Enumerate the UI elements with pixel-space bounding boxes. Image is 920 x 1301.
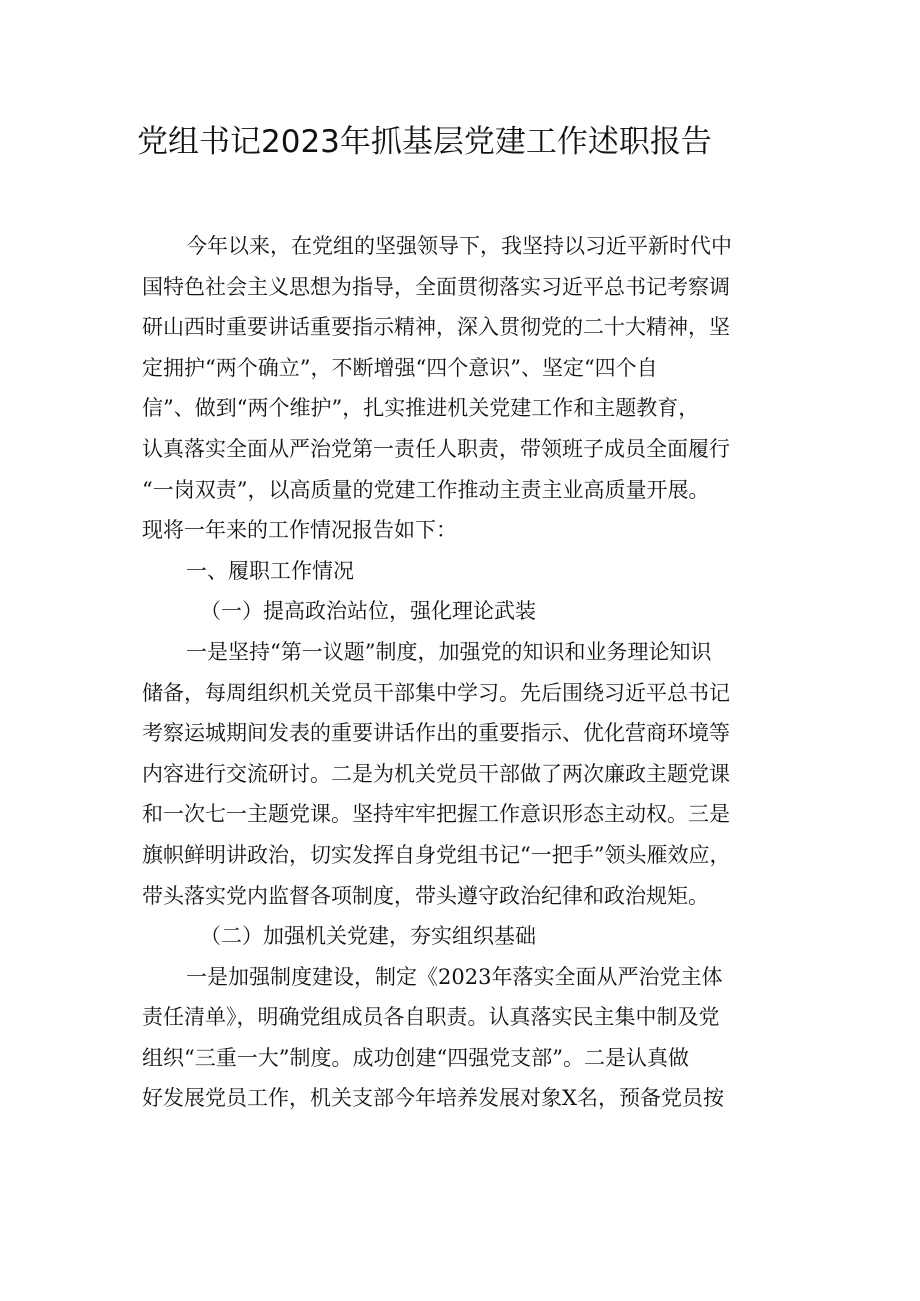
paragraph-line: 考察运城期间发表的重要讲话作出的重要指示、优化营商环境等 bbox=[142, 721, 730, 746]
paragraph-line: 旗帜鲜明讲政治，切实发挥自身党组书记“一把手”领头雁效应， bbox=[142, 842, 731, 867]
paragraph-line: 现将一年来的工作情况报告如下： bbox=[142, 518, 457, 543]
document-title: 党组书记2023年抓基层党建工作述职报告 bbox=[137, 124, 712, 160]
paragraph-line: 信”、做到“两个维护”，扎实推进机关党建工作和主题教育， bbox=[142, 396, 700, 421]
paragraph-line: 定拥护“两个确立”，不断增强“四个意识”、坚定“四个自 bbox=[142, 355, 658, 380]
paragraph-line: 好发展党员工作，机关支部今年培养发展对象X名，预备党员按 bbox=[142, 1086, 724, 1111]
paragraph-line: 国特色社会主义思想为指导，全面贯彻落实习近平总书记考察调 bbox=[142, 274, 730, 299]
paragraph-line: 一是加强制度建设，制定《2023年落实全面从严治党主体 bbox=[186, 964, 723, 989]
paragraph-line: 认真落实全面从严治党第一责任人职责，带领班子成员全面履行 bbox=[142, 436, 730, 461]
paragraph-line: 和一次七一主题党课。坚持牢牢把握工作意识形态主动权。三是 bbox=[142, 802, 730, 827]
paragraph-line: 一是坚持“第一议题”制度，加强党的知识和业务理论知识 bbox=[186, 639, 712, 664]
paragraph-line: “一岗双责”，以高质量的党建工作推动主责主业高质量开展。 bbox=[142, 477, 710, 502]
paragraph-line: （二）加强机关党建，夯实组织基础 bbox=[200, 924, 536, 949]
paragraph-line: 今年以来，在党组的坚强领导下，我坚持以习近平新时代中 bbox=[186, 234, 732, 258]
paragraph-line: 内容进行交流研讨。二是为机关党员干部做了两次廉政主题党课 bbox=[142, 761, 730, 786]
paragraph-line: 研山西时重要讲话重要指示精神，深入贯彻党的二十大精神，坚 bbox=[142, 315, 730, 340]
paragraph-line: 储备，每周组织机关党员干部集中学习。先后围绕习近平总书记 bbox=[142, 680, 730, 705]
paragraph-line: （一）提高政治站位，强化理论武装 bbox=[200, 599, 536, 624]
paragraph-line: 责任清单》，明确党组成员各自职责。认真落实民主集中制及党 bbox=[142, 1005, 720, 1030]
document-body bbox=[142, 226, 792, 1119]
paragraph-line: 带头落实党内监督各项制度，带头遵守政治纪律和政治规矩。 bbox=[142, 883, 709, 908]
paragraph-line: 组织“三重一大”制度。成功创建“四强党支部”。二是认真做 bbox=[142, 1045, 689, 1070]
paragraph-line: 一、履职工作情况 bbox=[186, 558, 354, 583]
